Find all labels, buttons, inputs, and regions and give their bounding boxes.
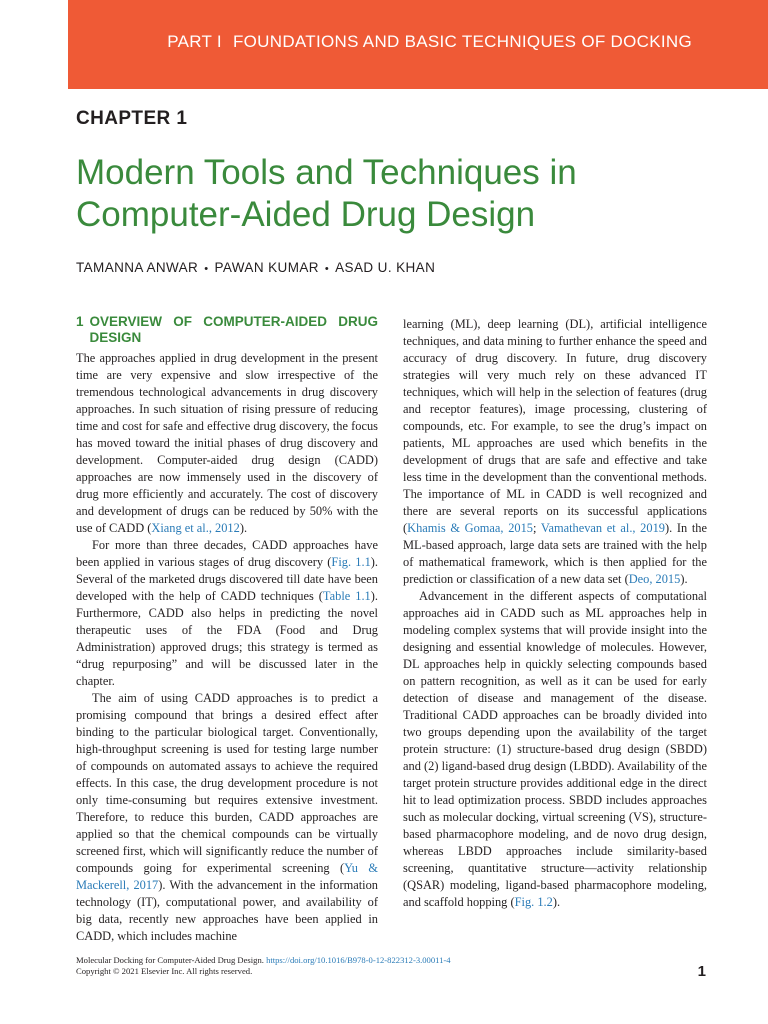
paragraph-text: The aim of using CADD approaches is to predict a promising compound that brings a desired effect after binding to the particular biological target. Conventionally, high-throughput screening is used for testing large number of compounds on automated assays to achieve the required effects. In this case, the drug development procedure is not only time-consuming but requires extensive investment. Therefore, to reduce this burden, CADD approaches are applied so that the chemical compounds can be virtually screened first, which will significantly reduce the number of compounds going for experimental screening ( [76, 691, 378, 875]
part-banner [68, 0, 768, 89]
chapter-title: Modern Tools and Techniques in Computer-Aided Drug Design [76, 153, 577, 234]
page-number: 1 [697, 963, 706, 980]
part-heading [132, 32, 692, 52]
paragraph [76, 350, 378, 537]
section-heading [76, 314, 378, 346]
author-name: ASAD U. KHAN [335, 260, 436, 275]
author-name: PAWAN KUMAR [214, 260, 319, 275]
paragraph [76, 537, 378, 690]
author-separator: • [324, 263, 330, 275]
left-column [76, 314, 378, 945]
author-name: TAMANNA ANWAR [76, 260, 199, 275]
author-list [76, 260, 435, 275]
paragraph-text: ). [552, 895, 561, 909]
right-column [403, 316, 707, 911]
paragraph-text: ; [532, 521, 541, 535]
paragraph-text: ). Furthermore, CADD also helps in predicting the novel therapeutic uses of the FDA (Food and Drug Administration) approved drugs; this strategy is termed as “drug repurposing” and will be discussed later in the chapter. [76, 589, 378, 688]
section-title: OVERVIEW OF COMPUTER-AIDED DRUG DESIGN [89, 314, 378, 345]
paragraph-text: For more than three decades, CADD approaches have been applied in various stages of drug discovery ( [76, 538, 378, 569]
book-title: Molecular Docking for Computer-Aided Drug Design. [76, 955, 264, 965]
paragraph-text: ). With the advancement in the information technology (IT), computational power, and availability of big data, recently new approaches have been applied in CADD, which includes machine [76, 878, 379, 943]
paragraph [76, 690, 378, 945]
paragraph-text: The approaches applied in drug development in the present time are very expensive and slow irrespective of the tremendous technological advancements in drug discovery approaches. In such situation of rising pressure of reducing time and cost for safe and effective drug discovery, the focus has moved toward the initial phases of drug discovery and development. Computer-aided drug design (CADD) approaches are now immensely used in the discovery of drug more efficiently and accurately. The cost of discovery and development of drugs can be reduced by 50% with the use of CADD ( [76, 351, 378, 535]
paragraph-text: ). Several of the marketed drugs discovered till date have been developed with the help of CADD techniques ( [76, 555, 378, 603]
part-number: PART I [167, 32, 222, 51]
copyright-notice: Copyright © 2021 Elsevier Inc. All rights reserved. [76, 966, 253, 976]
citation-link[interactable]: Xiang et al., 2012 [151, 521, 240, 535]
part-title: FOUNDATIONS AND BASIC TECHNIQUES OF DOCKING [232, 32, 692, 51]
section-number: 1 [76, 314, 84, 329]
paragraph-text: Advancement in the different aspects of computational approaches aid in CADD such as ML approaches help in modeling complex systems that will provide insight into the designing and essential knowledge of molecules. However, DL approaches help in quickly selecting compounds based on pattern recognition, as well as it can be used for early detection of disease and management of the disease. Traditional CADD approaches can be broadly divided into two groups depending upon the availability of the target protein structure: (1) structure-based drug design (SBDD) and (2) ligand-based drug design (LBDD). Availability of the target protein structure provides additional edge in the direct hit to lead optimization process. SBDD includes approaches such as molecular docking, virtual screening (VS), structure-based pharmacophore modeling, and de novo drug design, whereas LBDD approaches include similarity-based screening, quantitative structure—activity relationship (QSAR) modeling, ligand-based pharmacophore modeling, and scaffold hopping ( [403, 589, 707, 909]
paragraph-text: ). [680, 572, 688, 586]
citation-link[interactable]: Deo, 2015 [628, 572, 681, 586]
chapter-label: CHAPTER 1 [76, 108, 188, 129]
paragraph [403, 588, 707, 911]
citation-link[interactable]: Khamis & Gomaa, 2015 [407, 521, 533, 535]
paragraph [403, 316, 707, 588]
citation-link[interactable]: Yu & Mackerell, 2017 [76, 861, 378, 892]
paragraph-text: ). [239, 521, 248, 535]
page-footer [76, 955, 706, 977]
table-link[interactable]: Table 1.1 [322, 589, 371, 603]
citation-link[interactable]: Vamathevan et al., 2019 [540, 521, 665, 535]
author-separator: • [204, 263, 209, 275]
footer-source [76, 955, 706, 966]
figure-link[interactable]: Fig. 1.1 [331, 555, 371, 569]
paragraph-text: learning (ML), deep learning (DL), artificial intelligence techniques, and data mining to further enhance the speed and accuracy of drug discovery. In future, drug discovery strategies will very much rely on these advanced IT techniques, which will help in the selection of features (drug and receptor features), image processing, clustering of compounds, etc. For example, to see the drug’s impact on patients, ML approaches are used which benefits in the development of drugs that are safe and effective and take less time in the development than the conventional methods. The importance of ML in CADD is well recognized and there are several reports on its successful applications ( [403, 317, 707, 535]
figure-link[interactable]: Fig. 1.2 [514, 895, 553, 909]
doi-link[interactable]: https://doi.org/10.1016/B978-0-12-822312-3.00011-4 [266, 955, 451, 965]
paragraph-text: ). In the ML-based approach, large data sets are trained with the help of mathematical framework, which is then applied for the prediction or classification of a new data set ( [403, 521, 707, 586]
